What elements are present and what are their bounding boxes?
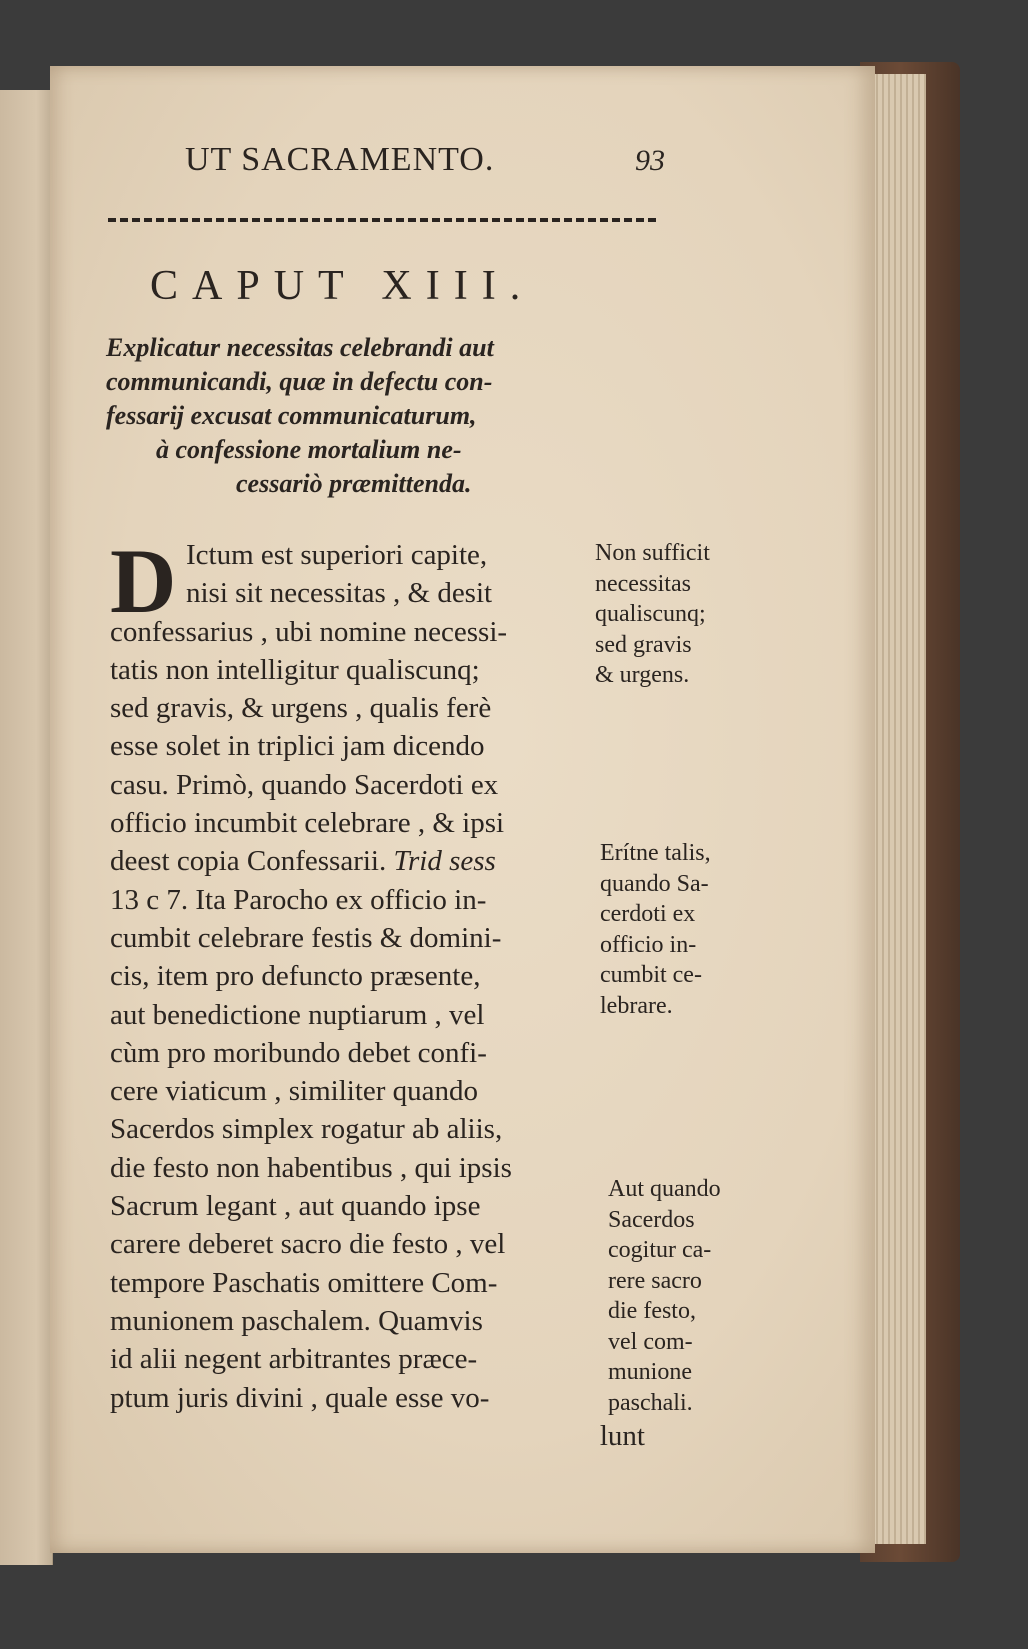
summary-line: Explicatur necessitas celebrandi aut (106, 333, 494, 362)
margin-note-line: sed gravis (595, 631, 692, 658)
body-line: confessarius , ubi nomine necessi- (110, 615, 508, 648)
facing-page-edge (0, 90, 53, 1565)
margin-note-line: Erítne talis, (600, 840, 711, 866)
body-line-text: deest copia Confessarii. (110, 845, 387, 878)
body-text (110, 530, 655, 1455)
body-line: casu. Primò, quando Sacerdoti ex (110, 768, 499, 801)
margin-note-line: lebrare. (600, 992, 673, 1019)
body-line: aut benedictione nuptiarum , vel (110, 998, 485, 1031)
body-line: carere deberet sacro die festo , vel (110, 1228, 506, 1261)
margin-note-line: cumbit ce- (600, 962, 702, 988)
running-title: UT SACRAMENTO. (185, 141, 495, 178)
body-line: die festo non habentibus , qui ipsis (110, 1151, 512, 1184)
body-line: tempore Paschatis omittere Com- (110, 1266, 498, 1299)
summary-line: cessariò præmittenda. (236, 469, 472, 498)
body-line: id alii negent arbitrantes præce- (110, 1343, 478, 1376)
margin-note-line: cerdoti ex (600, 901, 696, 927)
margin-note-line: officio in- (600, 931, 697, 958)
margin-note-line: rere sacro (608, 1267, 702, 1294)
summary-line: communicandi, quæ in defectu con- (106, 367, 493, 396)
margin-note-line: Aut quando (608, 1176, 721, 1202)
chapter-heading: CAPUT XIII. (150, 263, 535, 309)
body-line: Sacerdos simplex rogatur ab aliis, (110, 1113, 503, 1146)
body-line: Ictum est superiori capite, (186, 539, 488, 571)
header-rule (108, 218, 656, 222)
body-line: cùm pro moribundo debet confi- (110, 1036, 487, 1069)
body-line: munionem paschalem. Quamvis (110, 1304, 483, 1337)
margin-note-line: cogitur ca- (608, 1237, 712, 1263)
body-line (110, 842, 655, 880)
margin-note-2 (600, 838, 711, 1021)
page-stack-edge (866, 74, 926, 1544)
body-line: ptum juris divini , quale esse vo- (110, 1381, 490, 1414)
margin-note-line: munione (608, 1359, 692, 1385)
margin-note-line: quando Sa- (600, 870, 709, 897)
margin-note-1 (595, 538, 710, 691)
body-line: nisi sit necessitas , & desit (186, 577, 493, 610)
book-page (50, 66, 875, 1553)
page-number: 93 (635, 144, 665, 177)
margin-note-line: paschali. (608, 1389, 693, 1416)
body-line: 13 c 7. Ita Parocho ex officio in- (110, 883, 487, 916)
body-line: cis, item pro defuncto præsente, (110, 960, 481, 993)
catchword: lunt (599, 1419, 645, 1452)
drop-cap: D (110, 530, 177, 632)
chapter-summary (106, 331, 658, 501)
citation: Trid sess (393, 845, 496, 878)
body-line: tatis non intelligitur qualiscunq; (110, 653, 480, 686)
body-line: esse solet in triplici jam dicendo (110, 730, 485, 763)
body-line: officio incumbit celebrare , & ipsi (110, 807, 505, 840)
summary-line: à confessione mortalium ne- (156, 435, 462, 464)
margin-note-line: qualiscunq; (595, 601, 706, 627)
summary-line: fessarij excusat communicaturum, (106, 401, 477, 430)
margin-note-3 (608, 1174, 721, 1418)
body-line: cumbit celebrare festis & domini- (110, 921, 502, 954)
body-line: cere viaticum , similiter quando (110, 1075, 479, 1108)
margin-note-line: Non sufficit (595, 540, 710, 566)
margin-note-line: & urgens. (595, 662, 690, 688)
margin-note-line: necessitas (595, 570, 691, 597)
margin-note-line: die festo, (608, 1298, 696, 1324)
body-line: Sacrum legant , aut quando ipse (110, 1190, 481, 1223)
running-head (185, 141, 665, 179)
body-line: sed gravis, & urgens , qualis ferè (110, 692, 492, 725)
margin-note-line: Sacerdos (608, 1206, 695, 1233)
margin-note-line: vel com- (608, 1328, 693, 1355)
